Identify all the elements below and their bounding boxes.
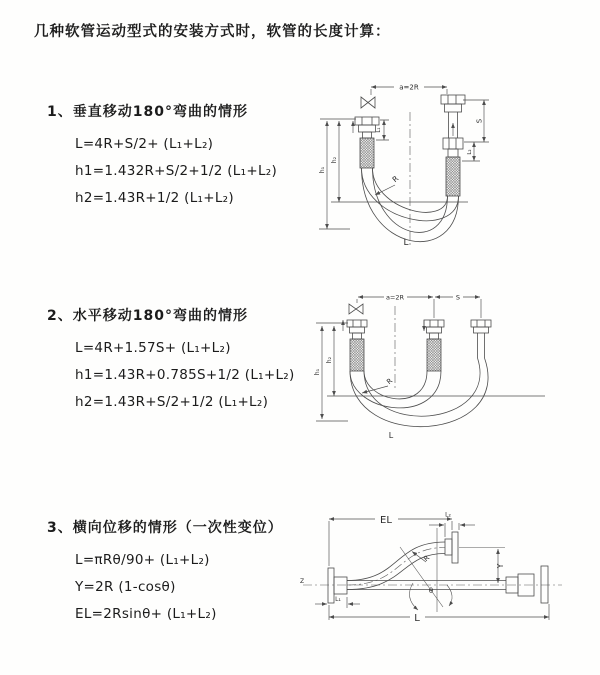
section-3 [47,517,283,628]
radius-label: R [385,376,395,387]
section-2-heading: 2、水平移动180°弯曲的情形 [47,308,248,324]
dim-label-h2: h₂ [326,356,333,364]
radius-label: R [390,173,401,185]
flange-fitting-left [355,117,379,168]
diagram-horizontal-180-bend [315,285,565,455]
dim-label-l2: L₂ [445,511,451,519]
dim-label-h1: h₁ [314,368,321,376]
formula-line: h1=1.432R+S/2+1/2 (L₁+L₂) [75,163,278,179]
formula-line: h2=1.43R+S/2+1/2 (L₁+L₂) [75,394,269,410]
length-label: L [388,431,394,440]
flange-fitting-b [424,320,444,371]
flange-fitting-c [471,320,491,358]
dim-label-h1: h₁ [319,166,326,174]
length-label: L [414,613,420,624]
motion-arrows [353,121,453,136]
radius-label: R [422,553,432,564]
section-2 [47,305,295,416]
length-label: L [403,238,409,248]
diagram-vertical-180-bend [315,75,565,255]
diagram-lateral-displacement [300,505,570,635]
dim-label-a2r: a=2R [399,83,419,92]
dim-label-y: Y [496,563,505,569]
formula-line: EL=2Rsinθ+ (L₁+L₂) [75,606,217,622]
section-1-heading: 1、垂直移动180°弯曲的情形 [47,104,248,120]
dim-label-l1: L₁ [335,596,341,603]
theta-label: θ [428,587,434,595]
dimensions [315,519,549,620]
dim-label-s: S [455,293,461,302]
formula-line: h2=1.43R+1/2 (L₁+L₂) [75,190,234,206]
formula-line: L=4R+1.57S+ (L₁+L₂) [75,340,231,356]
axis-mark: Z [300,578,305,585]
valve-icon [361,97,375,108]
flange-fitting-right [441,95,465,196]
dim-label-h2: h₂ [331,156,338,164]
formula-line: L=4R+S/2+ (L₁+L₂) [75,136,214,152]
dim-label-l1: L₁ [376,127,382,133]
hose-u-bends [350,358,488,427]
formula-line: L=πRθ/90+ (L₁+L₂) [75,552,210,568]
dim-label-a2r: a=2R [385,293,405,302]
dim-label-el: EL [380,515,392,526]
formula-line: Y=2R (1-cosθ) [75,579,176,595]
straight-pipe [347,566,548,603]
section-3-heading: 3、横向位移的情形（一次性变位） [47,520,283,536]
radius-construction [400,528,452,612]
dim-label-l2: L₂ [467,149,473,155]
valve-icon [349,304,363,314]
flange-fitting-a [347,320,367,371]
dim-label-s: S [475,118,484,124]
formula-line: h1=1.43R+0.785S+1/2 (L₁+L₂) [75,367,295,383]
motion-arrows [343,320,424,331]
section-1 [47,101,277,212]
page-title: 几种软管运动型式的安装方式时，软管的长度计算： [34,24,391,40]
